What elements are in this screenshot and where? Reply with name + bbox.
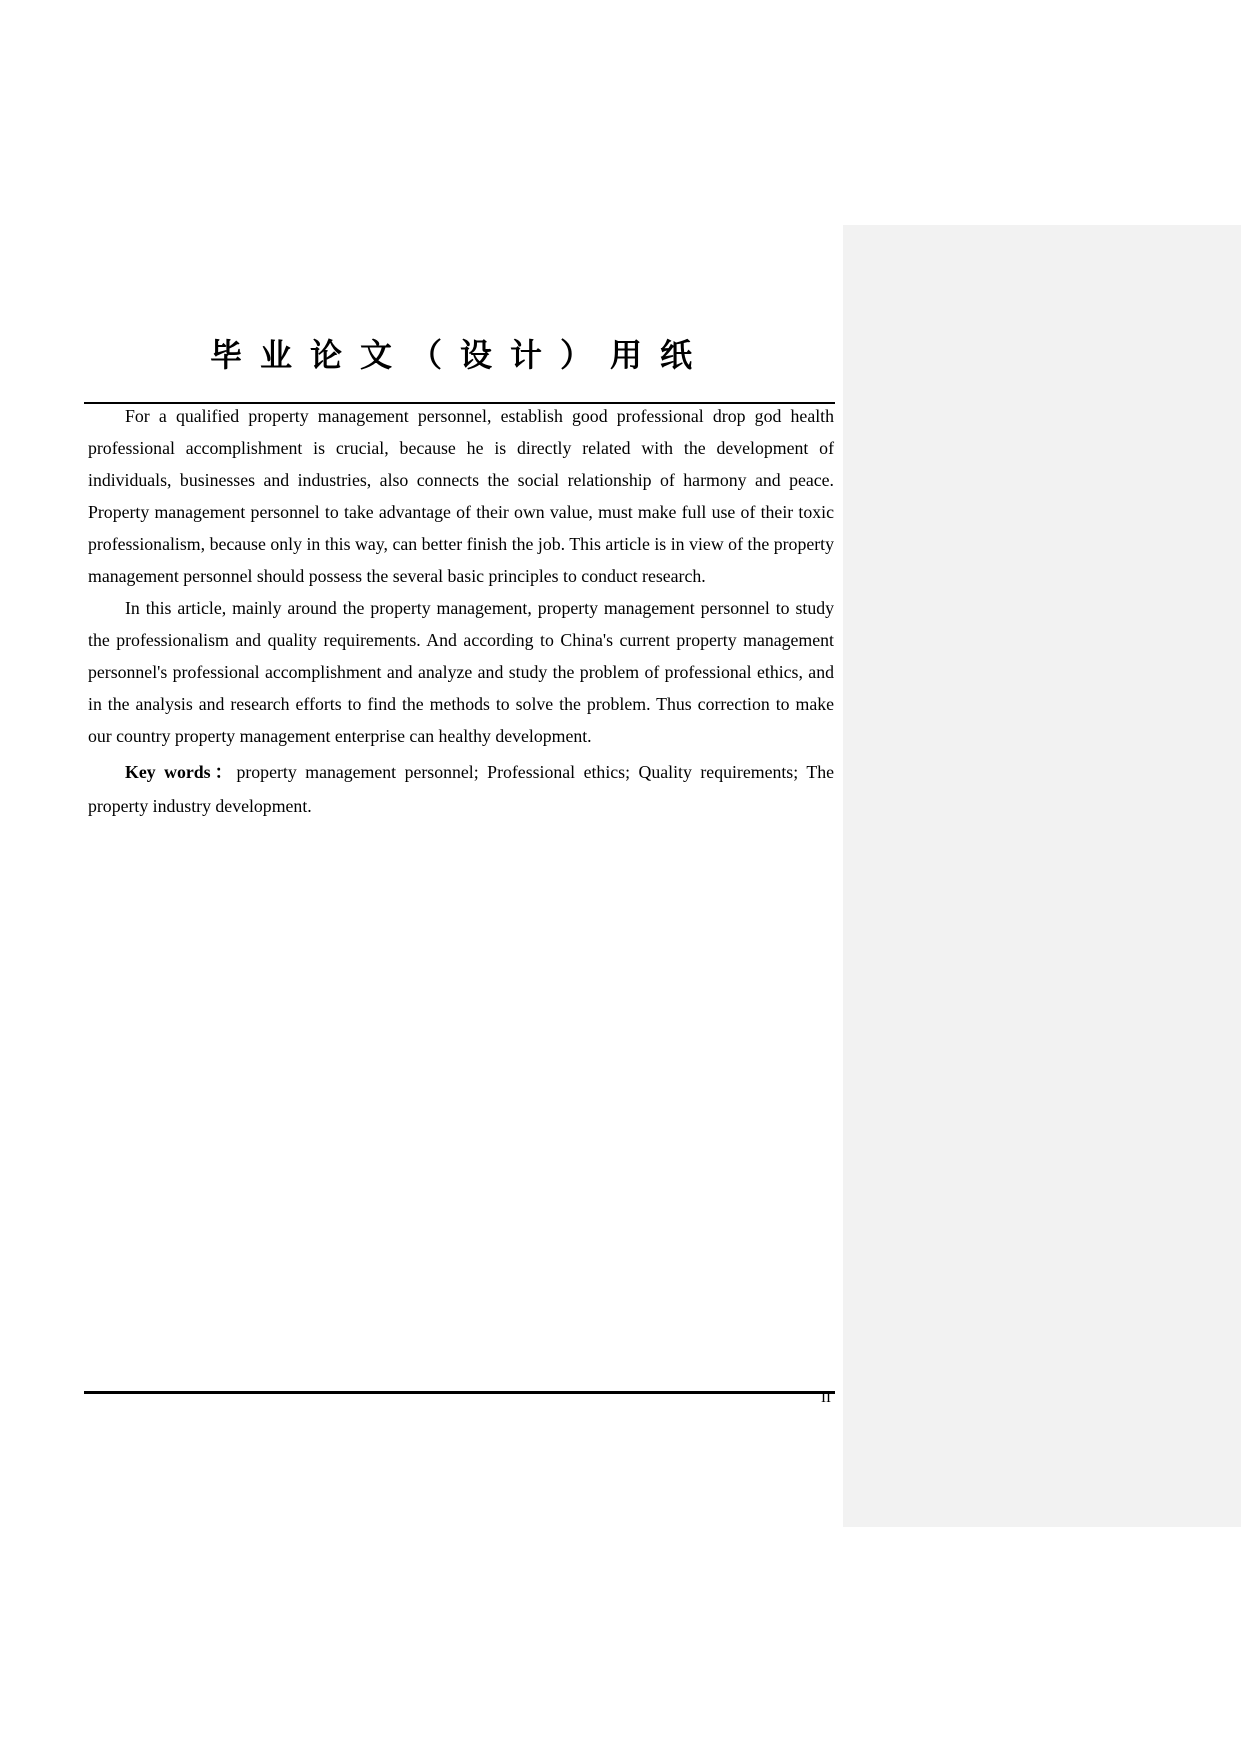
comment-pane [843, 225, 1241, 1527]
footer-rule [84, 1391, 835, 1394]
abstract-paragraph-1: For a qualified property management personnel, establish good professional drop god health professional accomplishment is crucial, because he is directly related with the development of individuals, businesses and industries, also connects the social relationship of harmony and peace. Property management personnel to take advantage of their own value, must make full use of their toxic professionalism, because only in this way, can better finish the job. This article is in view of the property management personnel should possess the several basic principles to conduct research. [88, 406, 834, 586]
abstract-paragraph-2: In this article, mainly around the property management, property management personnel to study the professionalism and quality requirements. And according to China's current property management personnel's professional accomplishment and analyze and study the problem of professional ethics, and in the analysis and research efforts to find the methods to solve the problem. Thus correction to make our country property management enterprise can healthy development. [88, 598, 834, 746]
keywords-label: Key words： [125, 762, 237, 782]
page-number: II [821, 1390, 831, 1406]
keywords-line [88, 755, 834, 823]
page-header-title: 毕业论文（设计）用纸 [209, 336, 710, 374]
abstract-body [88, 400, 834, 823]
keywords-text: property management personnel; Professional ethics; Quality requirements; The property industry development. [88, 762, 834, 816]
